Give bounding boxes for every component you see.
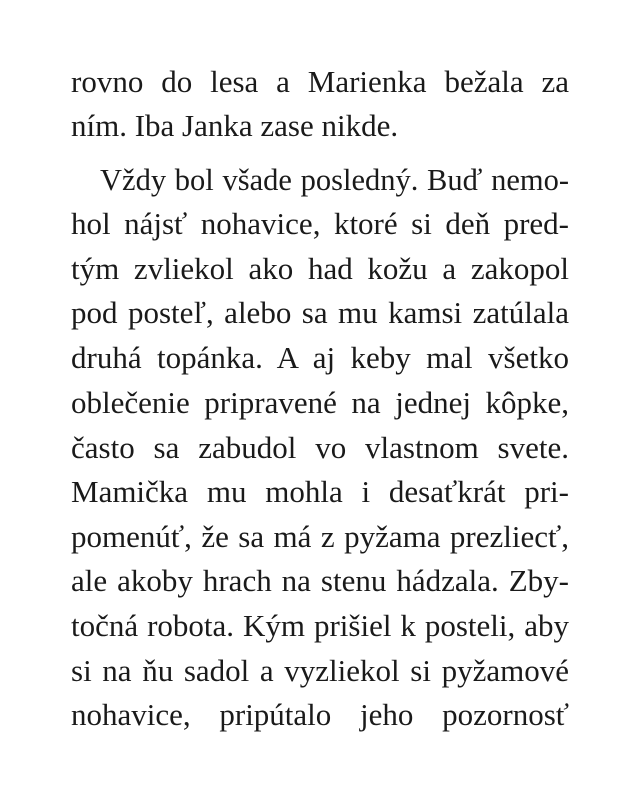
text-line: Vždy bol všade posledný. Buď nemo- bbox=[100, 163, 569, 197]
text-line: druhá topánka. A aj keby mal všetko bbox=[71, 340, 569, 375]
text-line: pomenúť, že sa má z pyžama prezliecť, bbox=[71, 519, 569, 554]
text-line: rovno do lesa a Marienka bežala za bbox=[71, 64, 569, 99]
text-line: nohavice, pripútalo jeho pozornosť bbox=[71, 697, 569, 732]
text-line: ním. Iba Janka zase nikde. bbox=[71, 108, 399, 143]
text-line: si na ňu sadol a vyzliekol si pyžamové bbox=[71, 653, 569, 688]
text-line: hol nájsť nohavice, ktoré si deň pred- bbox=[71, 206, 569, 241]
text-line: tým zvliekol ako had kožu a zakopol bbox=[71, 251, 569, 286]
text-line: často sa zabudol vo vlastnom svete. bbox=[71, 430, 569, 465]
text-line: Mamička mu mohla i desaťkrát pri- bbox=[71, 474, 569, 509]
text-line: točná robota. Kým prišiel k posteli, aby bbox=[71, 608, 569, 643]
text-line: oblečenie pripravené na jednej kôpke, bbox=[71, 385, 569, 420]
text-line: pod posteľ, alebo sa mu kamsi zatúlala bbox=[71, 295, 569, 330]
text-line: ale akoby hrach na stenu hádzala. Zby- bbox=[71, 563, 569, 598]
